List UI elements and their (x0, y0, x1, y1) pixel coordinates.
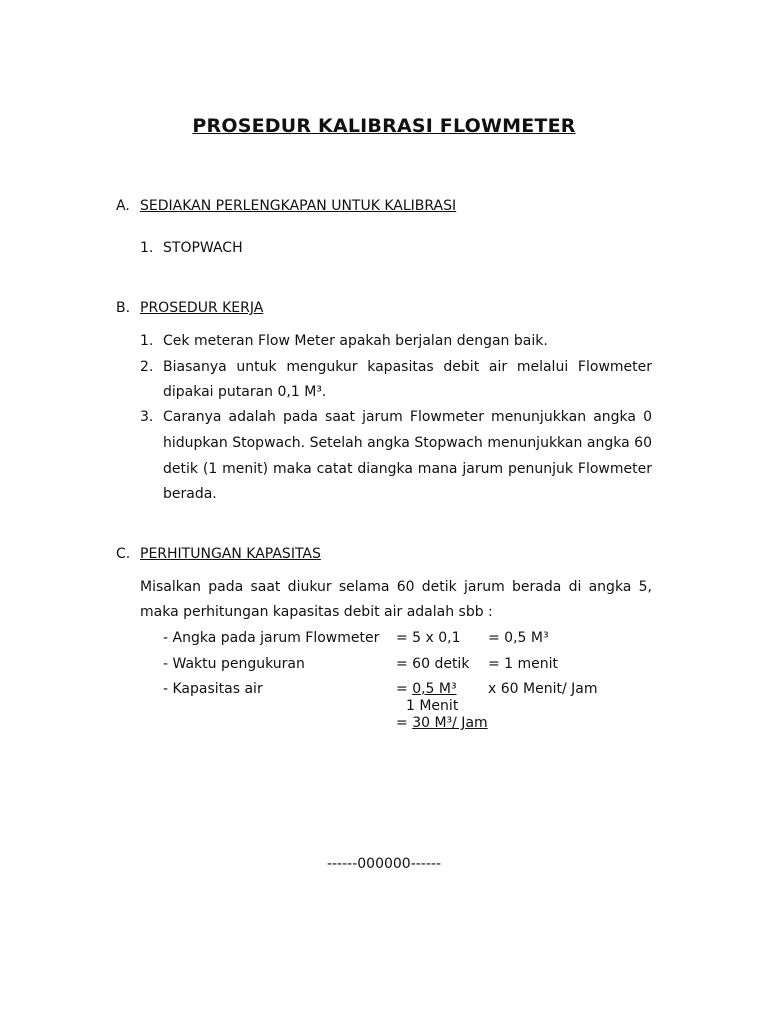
calc-row-1-label: - Angka pada jarum Flowmeter (163, 630, 380, 646)
section-c-intro-line-1: Misalkan pada saat diukur selama 60 detik jarum berada di angka 5, (140, 579, 652, 595)
section-b-letter: B. (116, 300, 131, 316)
section-b-item-1-text: Cek meteran Flow Meter apakah berjalan dengan baik. (163, 333, 548, 349)
section-c-intro-line-2: maka perhitungan kapasitas debit air adalah sbb : (140, 604, 493, 620)
calc-row-1-result: = 0,5 M³ (488, 630, 549, 646)
calc-final-value: 30 M³/ Jam (412, 715, 488, 731)
section-b-item-2-number: 2. (140, 359, 154, 375)
section-c-heading: PERHITUNGAN KAPASITAS (140, 546, 321, 562)
calc-row-2-equation: = 60 detik (396, 656, 470, 672)
section-b-item-3-line-2: hidupkan Stopwach. Setelah angka Stopwach menunjukkan angka 60 (163, 435, 652, 451)
section-b-item-3-line-1: Caranya adalah pada saat jarum Flowmeter menunjukkan angka 0 (163, 409, 652, 425)
section-a-item-1-number: 1. (140, 240, 154, 256)
calc-row-3-result: x 60 Menit/ Jam (488, 681, 598, 697)
section-b-item-2-line-1: Biasanya untuk mengukur kapasitas debit air melalui Flowmeter (163, 359, 652, 375)
calc-row-3-label: - Kapasitas air (163, 681, 263, 697)
section-b-item-3-number: 3. (140, 409, 154, 425)
section-b-heading: PROSEDUR KERJA (140, 300, 264, 316)
section-b-item-3-line-4: berada. (163, 486, 217, 502)
calc-row-3-numerator: 0,5 M³ (412, 681, 457, 697)
calc-row-1-equation: = 5 x 0,1 (396, 630, 461, 646)
calc-row-2-result: = 1 menit (488, 656, 559, 672)
document-title: PROSEDUR KALIBRASI FLOWMETER (192, 115, 576, 137)
section-b-item-2-line-2: dipakai putaran 0,1 M³. (163, 384, 327, 400)
section-a-letter: A. (116, 198, 130, 214)
calc-final-result (396, 715, 488, 731)
calc-final-equals: = (396, 715, 413, 731)
section-a-heading: SEDIAKAN PERLENGKAPAN UNTUK KALIBRASI (140, 198, 457, 214)
calc-denominator: 1 Menit (406, 698, 459, 714)
document-footer: ------000000------ (326, 856, 442, 872)
section-b-item-3-line-3: detik (1 menit) maka catat diangka mana jarum penunjuk Flowmeter (163, 461, 652, 477)
calc-row-2-label: - Waktu pengukuran (163, 656, 305, 672)
calc-row-3-equation (396, 681, 457, 697)
section-b-item-1-number: 1. (140, 333, 154, 349)
calc-row-3-equals: = (396, 681, 413, 697)
section-a-item-1-text: STOPWACH (163, 240, 243, 256)
section-c-letter: C. (116, 546, 131, 562)
